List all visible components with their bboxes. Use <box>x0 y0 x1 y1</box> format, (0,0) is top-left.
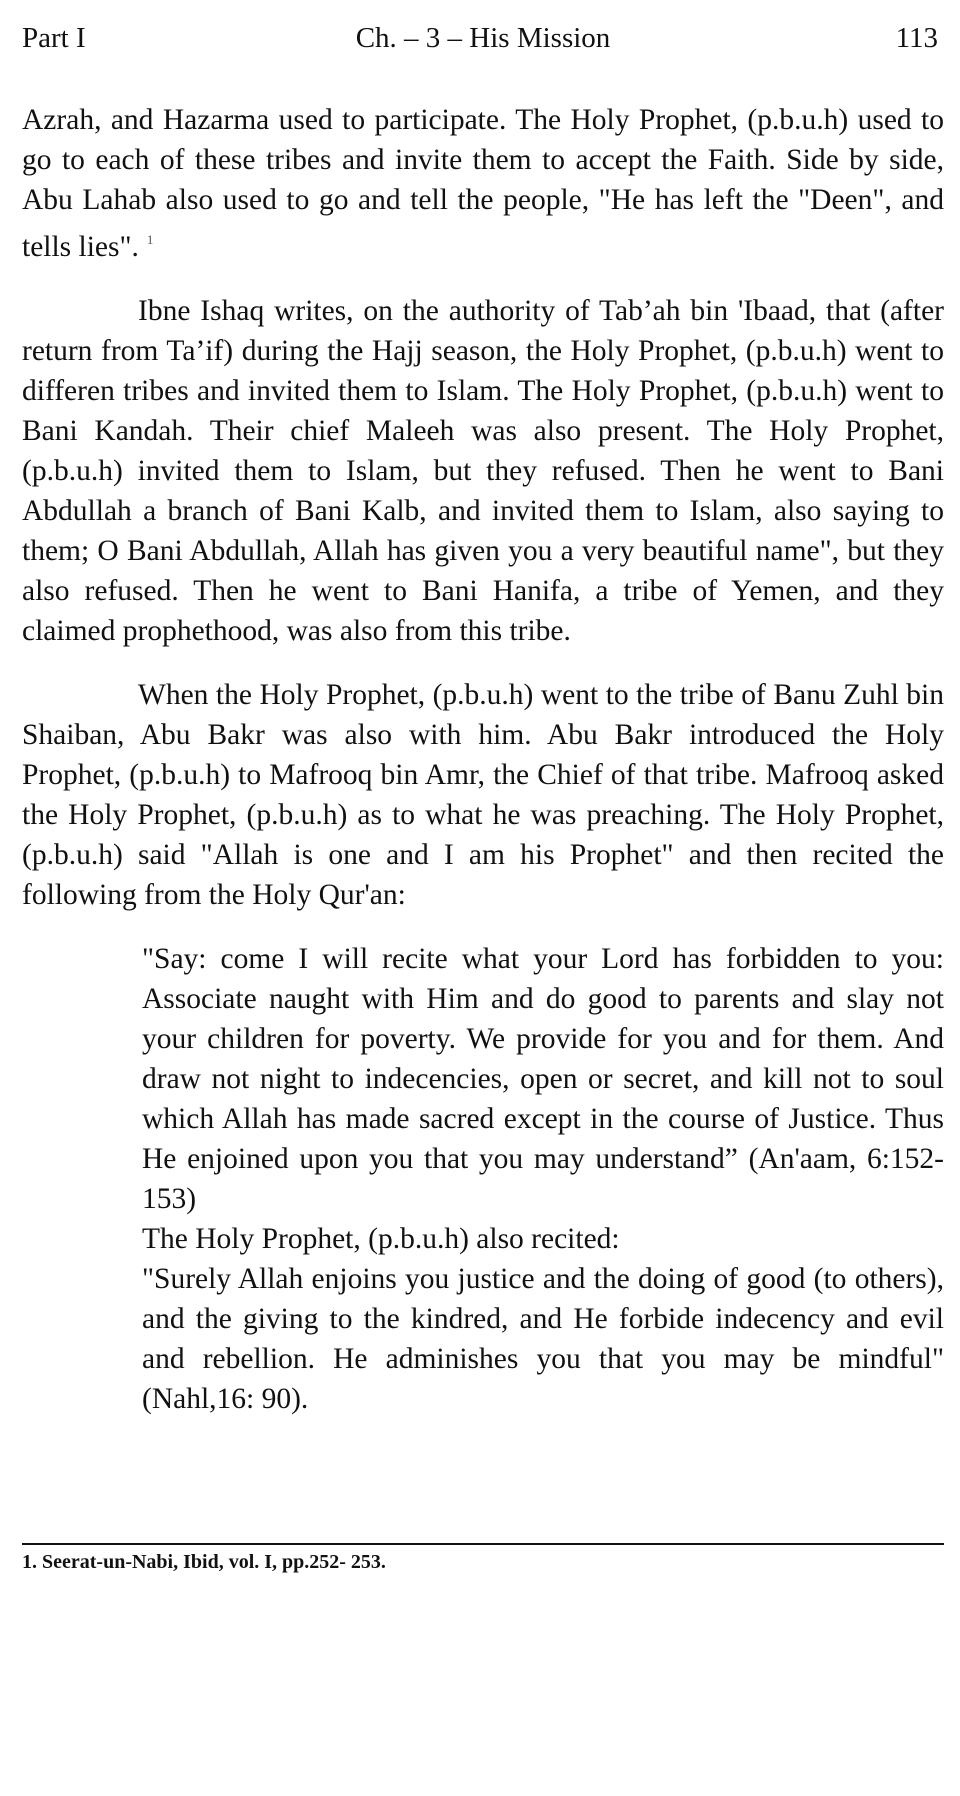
page-header <box>22 22 944 62</box>
paragraph-2: Ibne Ishaq writes, on the authority of Tab’ah bin 'Ibaad, that (after return from Ta’if) during the Hajj season, the Holy Prophet, (p.b.u.h) went to differen tribes and invited them to Islam. The Holy Prophet, (p.b.u.h) went to Bani Kandah. Their chief Maleeh was also present. The Holy Prophet, (p.b.u.h) invited them to Islam, but they refused. Then he went to Bani Abdullah a branch of Bani Kalb, and invited them to Islam, also saying to them; O Bani Abdullah, Allah has given you a very beautiful name", but they also refused. Then he went to Bani Hanifa, a tribe of Yemen, and they claimed prophethood, was also from this tribe. <box>22 295 944 647</box>
body-text <box>22 100 944 1419</box>
chapter-title: Ch. – 3 – His Mission <box>355 22 611 54</box>
quote-nahl: "Surely Allah enjoins you justice and the doing of good (to others), and the giving to the kindred, and He forbide indecency and evil and rebellion. He adminishes you that you may be mindful" (Nahl,16: 90). <box>142 1263 944 1415</box>
page-number: 113 <box>895 22 938 54</box>
footnote-divider <box>22 1543 944 1545</box>
paragraph-1-text: Azrah, and Hazarma used to participate. The Holy Prophet, (p.b.u.h) used to go to each of these tribes and invite them to accept the Faith. Side by side, Abu Lahab also used to go and tell the people, "He has left the "Deen", and tells lies". <box>22 104 944 263</box>
part-label: Part I <box>22 22 86 54</box>
paragraph-1 <box>22 100 944 267</box>
footnote: 1. Seerat-un-Nabi, Ibid, vol. I, pp.252- 253. <box>22 1551 386 1573</box>
quote-transition: The Holy Prophet, (p.b.u.h) also recited: <box>142 1223 620 1255</box>
paragraph-3: When the Holy Prophet, (p.b.u.h) went to the tribe of Banu Zuhl bin Shaiban, Abu Bakr was also with him. Abu Bakr introduced the Holy Prophet, (p.b.u.h) to Mafrooq bin Amr, the Chief of that tribe. Mafrooq asked the Holy Prophet, (p.b.u.h) as to what he was preaching. The Holy Prophet, (p.b.u.h) said "Allah is one and I am his Prophet" and then recited the following from the Holy Qur'an: <box>22 679 944 911</box>
quote-anaam: "Say: come I will recite what your Lord has forbidden to you: Associate naught with Him and do good to parents and slay not your children for poverty. We provide for you and for them. And draw not night to indecencies, open or secret, and kill not to soul which Allah has made sacred except in the course of Justice. Thus He enjoined upon you that you may understand” (An'aam, 6:152-153) <box>142 943 944 1215</box>
footnote-ref: 1 <box>146 232 154 247</box>
document-page <box>22 0 944 1796</box>
